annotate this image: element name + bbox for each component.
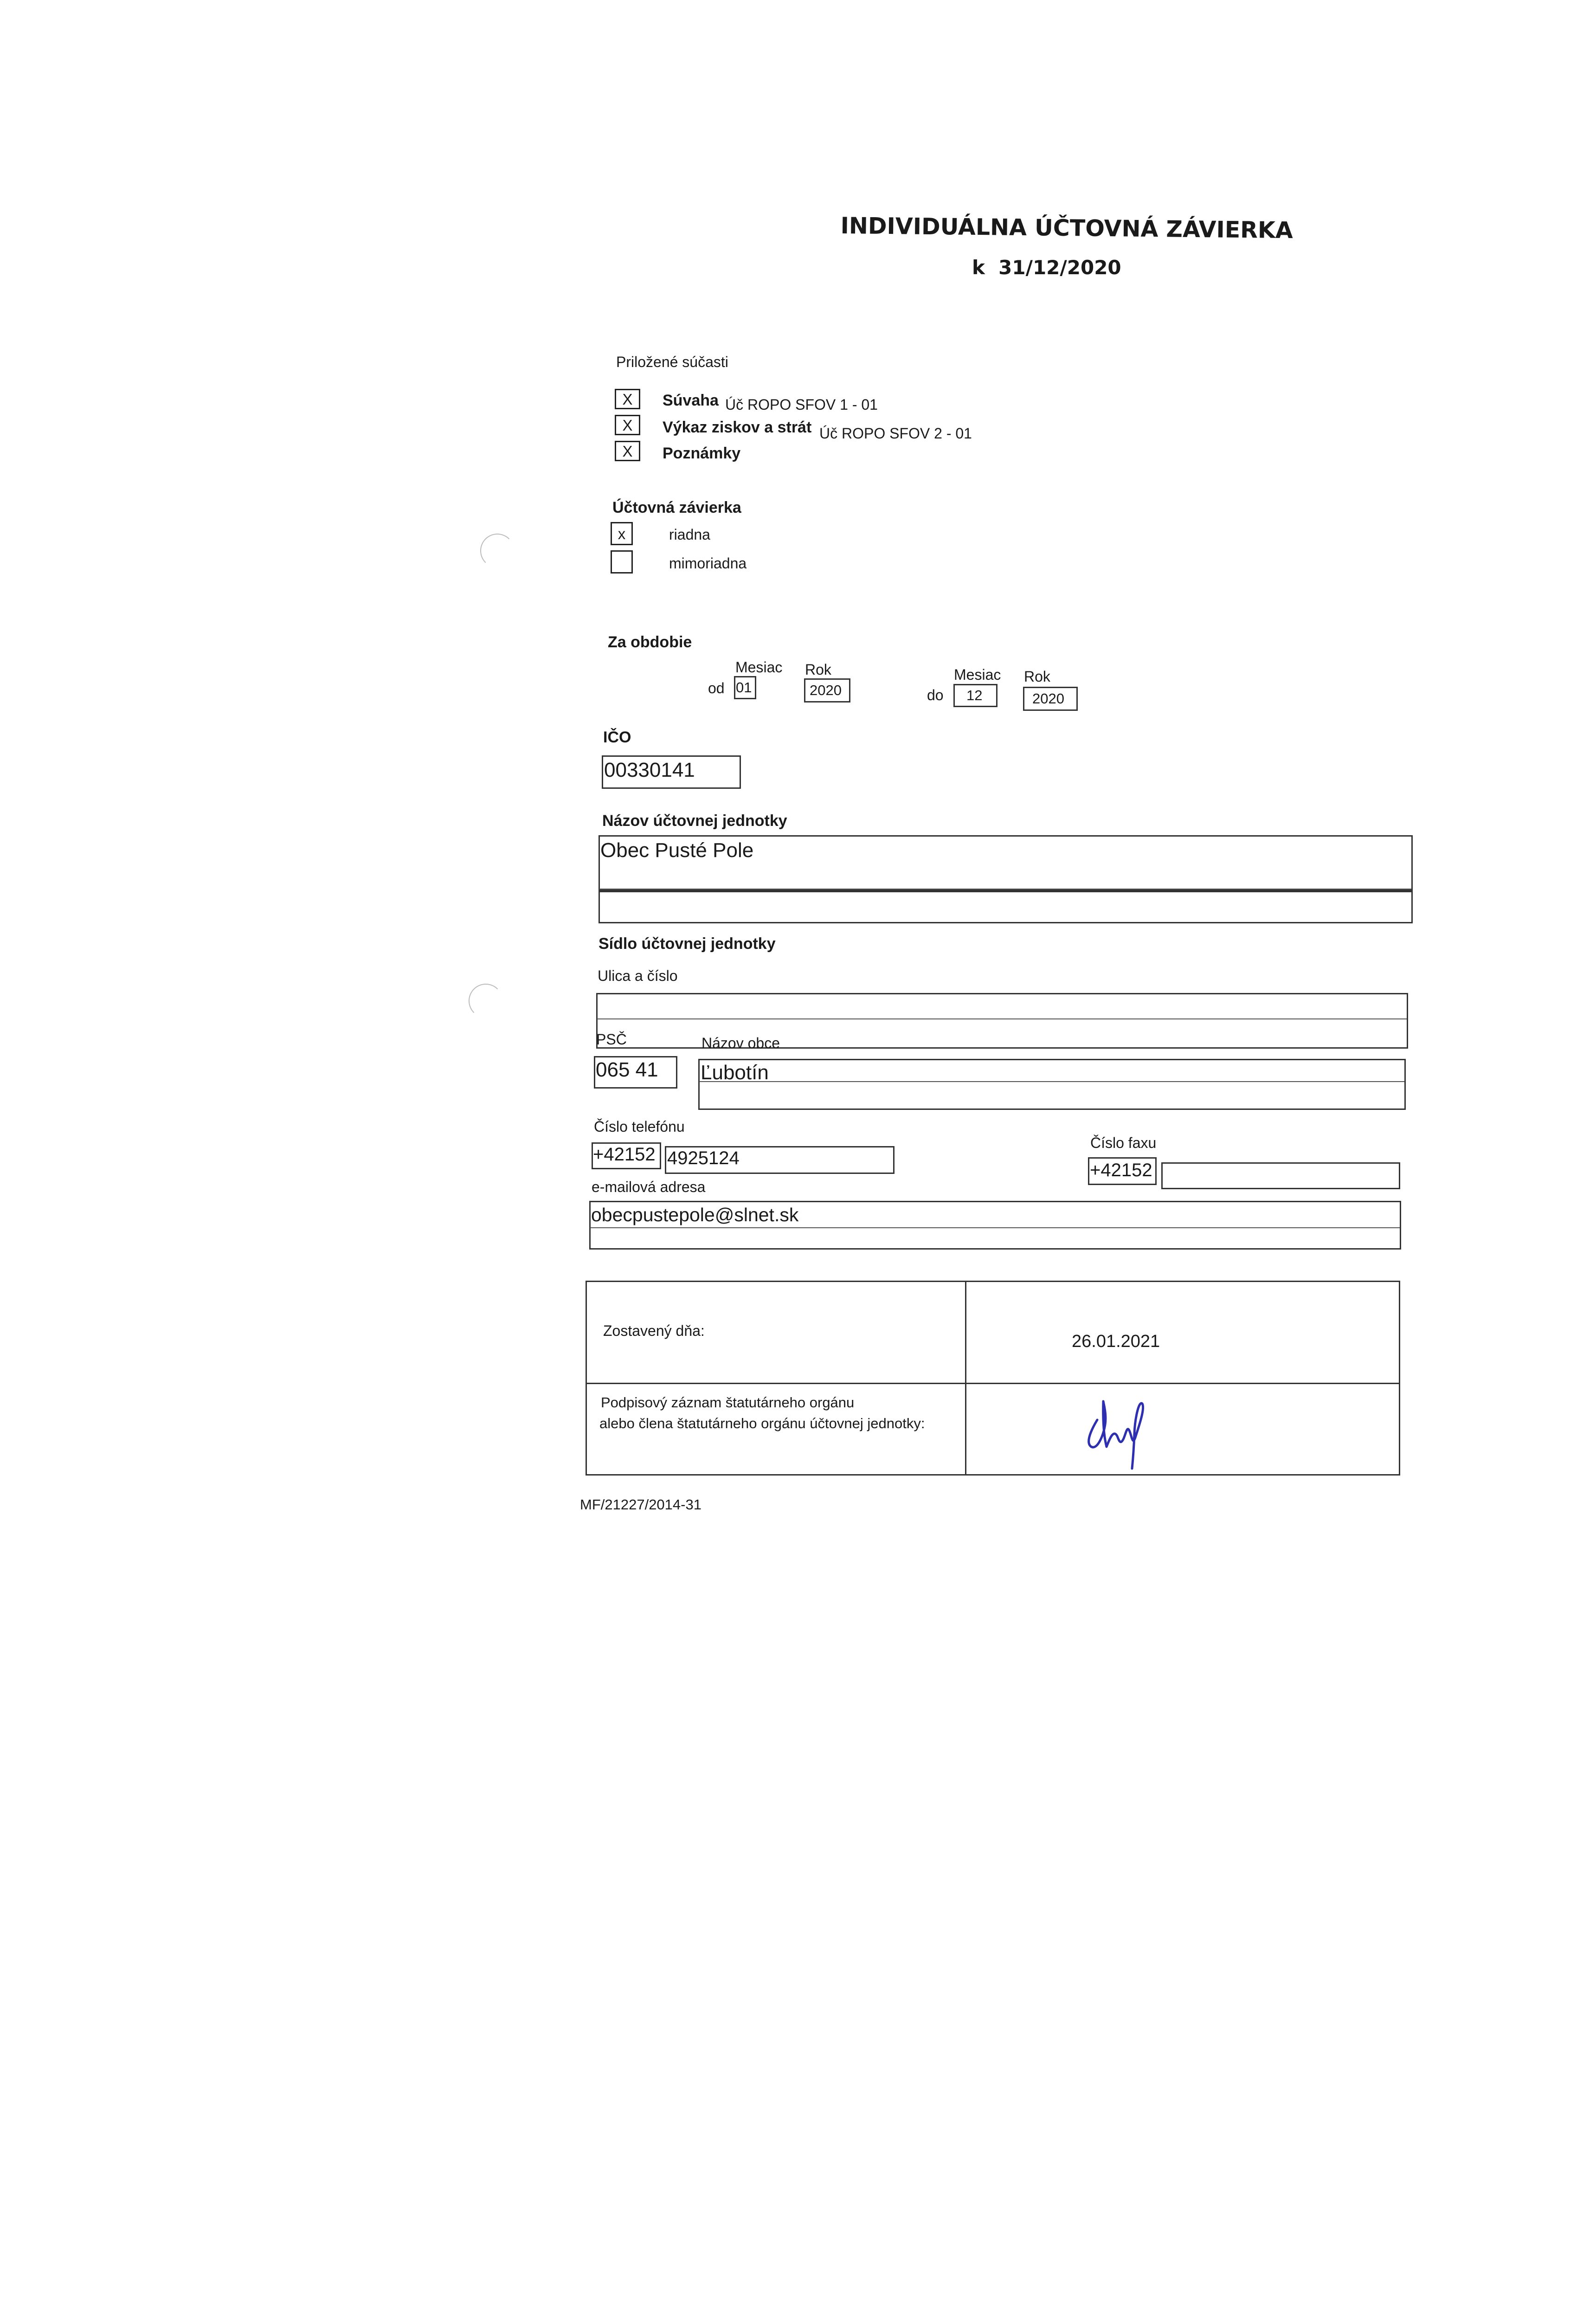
fax-prefix-value: +42152 (1090, 1160, 1152, 1180)
street-label: Ulica a číslo (598, 967, 678, 984)
signature-table (586, 1281, 1400, 1476)
from-year-value: 2020 (810, 682, 842, 698)
email-divider (590, 1227, 1400, 1228)
checkbox-vykaz[interactable]: X (615, 415, 640, 435)
to-year-label: Rok (1024, 668, 1050, 685)
phone-number-value: 4925124 (667, 1148, 740, 1168)
city-divider (699, 1081, 1404, 1082)
email-label: e-mailová adresa (592, 1179, 706, 1195)
from-month-value: 01 (736, 679, 752, 696)
checkbox-mimoriadna[interactable] (611, 550, 633, 574)
form-code: MF/21227/2014-31 (580, 1496, 701, 1513)
signature-table-column-divider (965, 1281, 966, 1476)
option-label-mimoriadna: mimoriadna (669, 555, 747, 572)
punch-hole-top (480, 534, 515, 568)
attachment-name-suvaha: Súvaha (663, 392, 719, 409)
city-label: Názov obce (701, 1035, 780, 1051)
attachment-name-poznamky: Poznámky (663, 445, 741, 462)
attachment-code-vykaz: Úč ROPO SFOV 2 - 01 (819, 425, 972, 442)
from-label: od (708, 680, 725, 696)
city-value: Ľubotín (701, 1061, 769, 1084)
compiled-date-label: Zostavený dňa: (603, 1322, 705, 1339)
email-value: obecpustepole@slnet.sk (591, 1204, 799, 1225)
to-month-label: Mesiac (954, 666, 1001, 683)
fax-label: Číslo faxu (1090, 1134, 1157, 1151)
document-date: k 31/12/2020 (972, 256, 1121, 279)
to-year-value: 2020 (1032, 690, 1064, 707)
option-label-riadna: riadna (669, 526, 710, 543)
street-divider (597, 1018, 1407, 1019)
document-title: INDIVIDUÁLNA ÚČTOVNÁ ZÁVIERKA (840, 213, 1294, 244)
checkbox-suvaha[interactable]: X (615, 389, 640, 409)
psc-value: 065 41 (596, 1058, 658, 1081)
signature-label-line2: alebo člena štatutárneho orgánu účtovnej jednotky: (599, 1415, 925, 1431)
from-year-label: Rok (805, 661, 831, 678)
signature-label-line1: Podpisový záznam štatutárneho orgánu (601, 1394, 855, 1411)
attachments-heading: Priložené súčasti (616, 354, 728, 370)
ico-value: 00330141 (604, 759, 695, 781)
from-month-label: Mesiac (735, 659, 783, 676)
to-label: do (927, 687, 944, 703)
entity-name-label: Názov účtovnej jednotky (602, 812, 787, 830)
phone-prefix-value: +42152 (593, 1144, 656, 1165)
handwritten-signature (1081, 1392, 1155, 1471)
to-month-value: 12 (966, 687, 983, 703)
address-heading: Sídlo účtovnej jednotky (598, 935, 776, 953)
psc-label: PSČ (596, 1031, 627, 1048)
city-field[interactable] (698, 1059, 1406, 1110)
entity-name-line1: Obec Pusté Pole (600, 839, 754, 862)
checkbox-riadna[interactable]: x (611, 522, 633, 545)
ico-label: IČO (603, 728, 631, 746)
fax-number-field[interactable] (1161, 1162, 1400, 1189)
signature-table-row-divider (586, 1383, 1400, 1384)
period-heading: Za obdobie (608, 633, 692, 651)
attachment-name-vykaz: Výkaz ziskov a strát (663, 419, 812, 436)
attachment-code-suvaha: Úč ROPO SFOV 1 - 01 (725, 396, 878, 413)
closure-type-heading: Účtovná závierka (612, 499, 741, 516)
entity-name-field-line2[interactable] (598, 891, 1413, 923)
phone-label: Číslo telefónu (594, 1118, 685, 1135)
checkbox-poznamky[interactable]: X (615, 441, 640, 461)
compiled-date-value: 26.01.2021 (1072, 1332, 1160, 1351)
punch-hole-bottom (469, 984, 503, 1018)
